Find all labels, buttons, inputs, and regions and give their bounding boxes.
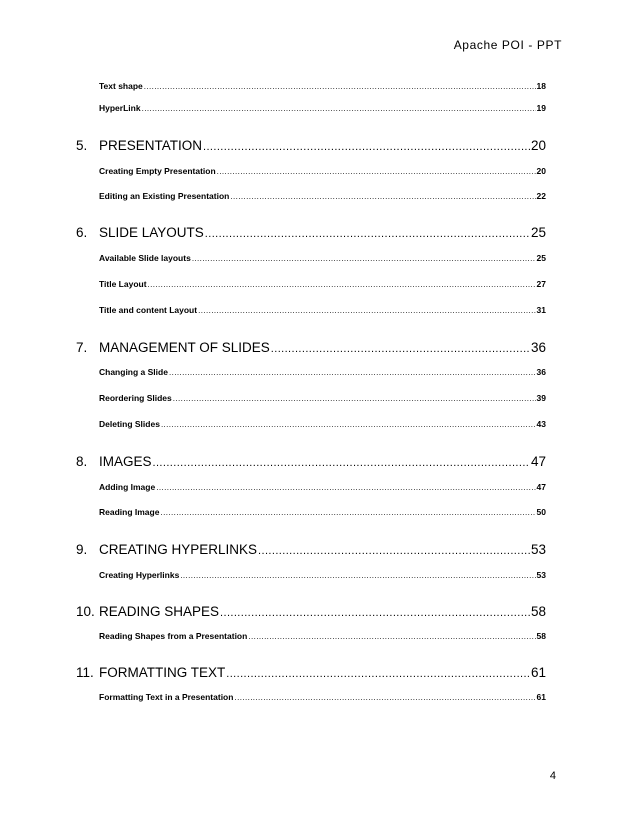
toc-section-entry[interactable] (99, 692, 546, 702)
toc-section-entry[interactable] (99, 166, 546, 176)
toc-page-number: 61 (536, 692, 546, 702)
toc-page-number: 20 (530, 138, 546, 153)
page-number: 4 (549, 770, 556, 782)
running-header: Apache POI - PPT (453, 38, 562, 52)
toc-page-number: 31 (536, 305, 546, 315)
toc-chapter-entry[interactable] (76, 665, 546, 680)
toc-entry-title: Reading Shapes from a Presentation (99, 631, 248, 641)
toc-entry-title: Reading Image (99, 507, 160, 517)
toc-entry-title: Editing an Existing Presentation (99, 191, 230, 201)
toc-dot-leader (142, 104, 536, 113)
toc-page-number: 61 (530, 665, 546, 680)
toc-chapter-number: 5. (76, 138, 88, 153)
toc-page-number: 25 (530, 225, 546, 240)
toc-page-number: 22 (536, 191, 546, 201)
toc-dot-leader (144, 82, 536, 91)
toc-entry-title: SLIDE LAYOUTS (99, 225, 204, 240)
toc-page-number: 43 (536, 419, 546, 429)
toc-chapter-entry[interactable] (76, 138, 546, 153)
toc-page-number: 39 (536, 393, 546, 403)
toc-entry-title: CREATING HYPERLINKS (99, 542, 258, 557)
toc-chapter-entry[interactable] (76, 225, 546, 240)
toc-entry-title: Title Layout (99, 279, 147, 289)
toc-section-entry[interactable] (99, 631, 546, 641)
toc-section-entry[interactable] (99, 419, 546, 429)
toc-entry-title: PRESENTATION (99, 138, 203, 153)
toc-entry-title: Creating Empty Presentation (99, 166, 216, 176)
toc-entry-title: Available Slide layouts (99, 253, 191, 263)
toc-chapter-number: 9. (76, 542, 88, 557)
toc-dot-leader (258, 545, 530, 557)
toc-page-number: 47 (530, 454, 546, 469)
toc-dot-leader (148, 280, 536, 289)
toc-dot-leader (169, 368, 536, 377)
toc-dot-leader (198, 306, 535, 315)
toc-entry-title: Reordering Slides (99, 393, 172, 403)
toc-section-entry[interactable] (99, 103, 546, 113)
toc-page-number: 18 (536, 81, 546, 91)
toc-section-entry[interactable] (99, 81, 546, 91)
toc-entry-title: Creating Hyperlinks (99, 570, 180, 580)
toc-dot-leader (161, 420, 536, 429)
toc-section-entry[interactable] (99, 570, 546, 580)
toc-chapter-entry[interactable] (76, 340, 546, 355)
toc-page-number: 20 (536, 166, 546, 176)
toc-section-entry[interactable] (99, 305, 546, 315)
toc-page-number: 25 (536, 253, 546, 263)
toc-page-number: 58 (536, 631, 546, 641)
toc-dot-leader (230, 192, 535, 201)
toc-dot-leader (234, 693, 535, 702)
toc-entry-title: MANAGEMENT OF SLIDES (99, 340, 270, 355)
toc-dot-leader (217, 167, 536, 176)
toc-page-number: 27 (536, 279, 546, 289)
toc-page-number: 36 (530, 340, 546, 355)
toc-section-entry[interactable] (99, 253, 546, 263)
toc-chapter-entry[interactable] (76, 454, 546, 469)
toc-entry-title: Formatting Text in a Presentation (99, 692, 234, 702)
toc-dot-leader (271, 343, 530, 355)
toc-entry-title: IMAGES (99, 454, 152, 469)
toc-page-number: 50 (536, 507, 546, 517)
toc-chapter-number: 11. (76, 665, 94, 680)
toc-section-entry[interactable] (99, 393, 546, 403)
toc-dot-leader (180, 571, 535, 580)
toc-chapter-number: 10. (76, 604, 95, 619)
toc-entry-title: Title and content Layout (99, 305, 198, 315)
toc-section-entry[interactable] (99, 191, 546, 201)
toc-page-number: 47 (536, 482, 546, 492)
toc-chapter-entry[interactable] (76, 604, 546, 619)
toc-entry-title: READING SHAPES (99, 604, 220, 619)
toc-page-number: 53 (530, 542, 546, 557)
toc-entry-title: Changing a Slide (99, 367, 168, 377)
toc-dot-leader (205, 228, 530, 240)
toc-page-number: 53 (536, 570, 546, 580)
toc-page-number: 36 (536, 367, 546, 377)
toc-chapter-entry[interactable] (76, 542, 546, 557)
toc-dot-leader (156, 483, 535, 492)
toc-entry-title: Deleting Slides (99, 419, 160, 429)
toc-entry-title: Text shape (99, 81, 143, 91)
toc-page-number: 58 (530, 604, 546, 619)
toc-dot-leader (203, 141, 530, 153)
toc-dot-leader (153, 457, 530, 469)
toc-chapter-number: 6. (76, 225, 88, 240)
toc-dot-leader (160, 508, 535, 517)
toc-chapter-number: 8. (76, 454, 88, 469)
toc-entry-title: Adding Image (99, 482, 156, 492)
toc-page-number: 19 (536, 103, 546, 113)
toc-entry-title: FORMATTING TEXT (99, 665, 226, 680)
toc-dot-leader (173, 394, 536, 403)
toc-section-entry[interactable] (99, 482, 546, 492)
toc-dot-leader (248, 632, 535, 641)
toc-section-entry[interactable] (99, 279, 546, 289)
toc-dot-leader (220, 607, 530, 619)
toc-dot-leader (226, 668, 530, 680)
toc-section-entry[interactable] (99, 507, 546, 517)
toc-dot-leader (192, 254, 536, 263)
toc-entry-title: HyperLink (99, 103, 141, 113)
toc-chapter-number: 7. (76, 340, 88, 355)
toc-section-entry[interactable] (99, 367, 546, 377)
